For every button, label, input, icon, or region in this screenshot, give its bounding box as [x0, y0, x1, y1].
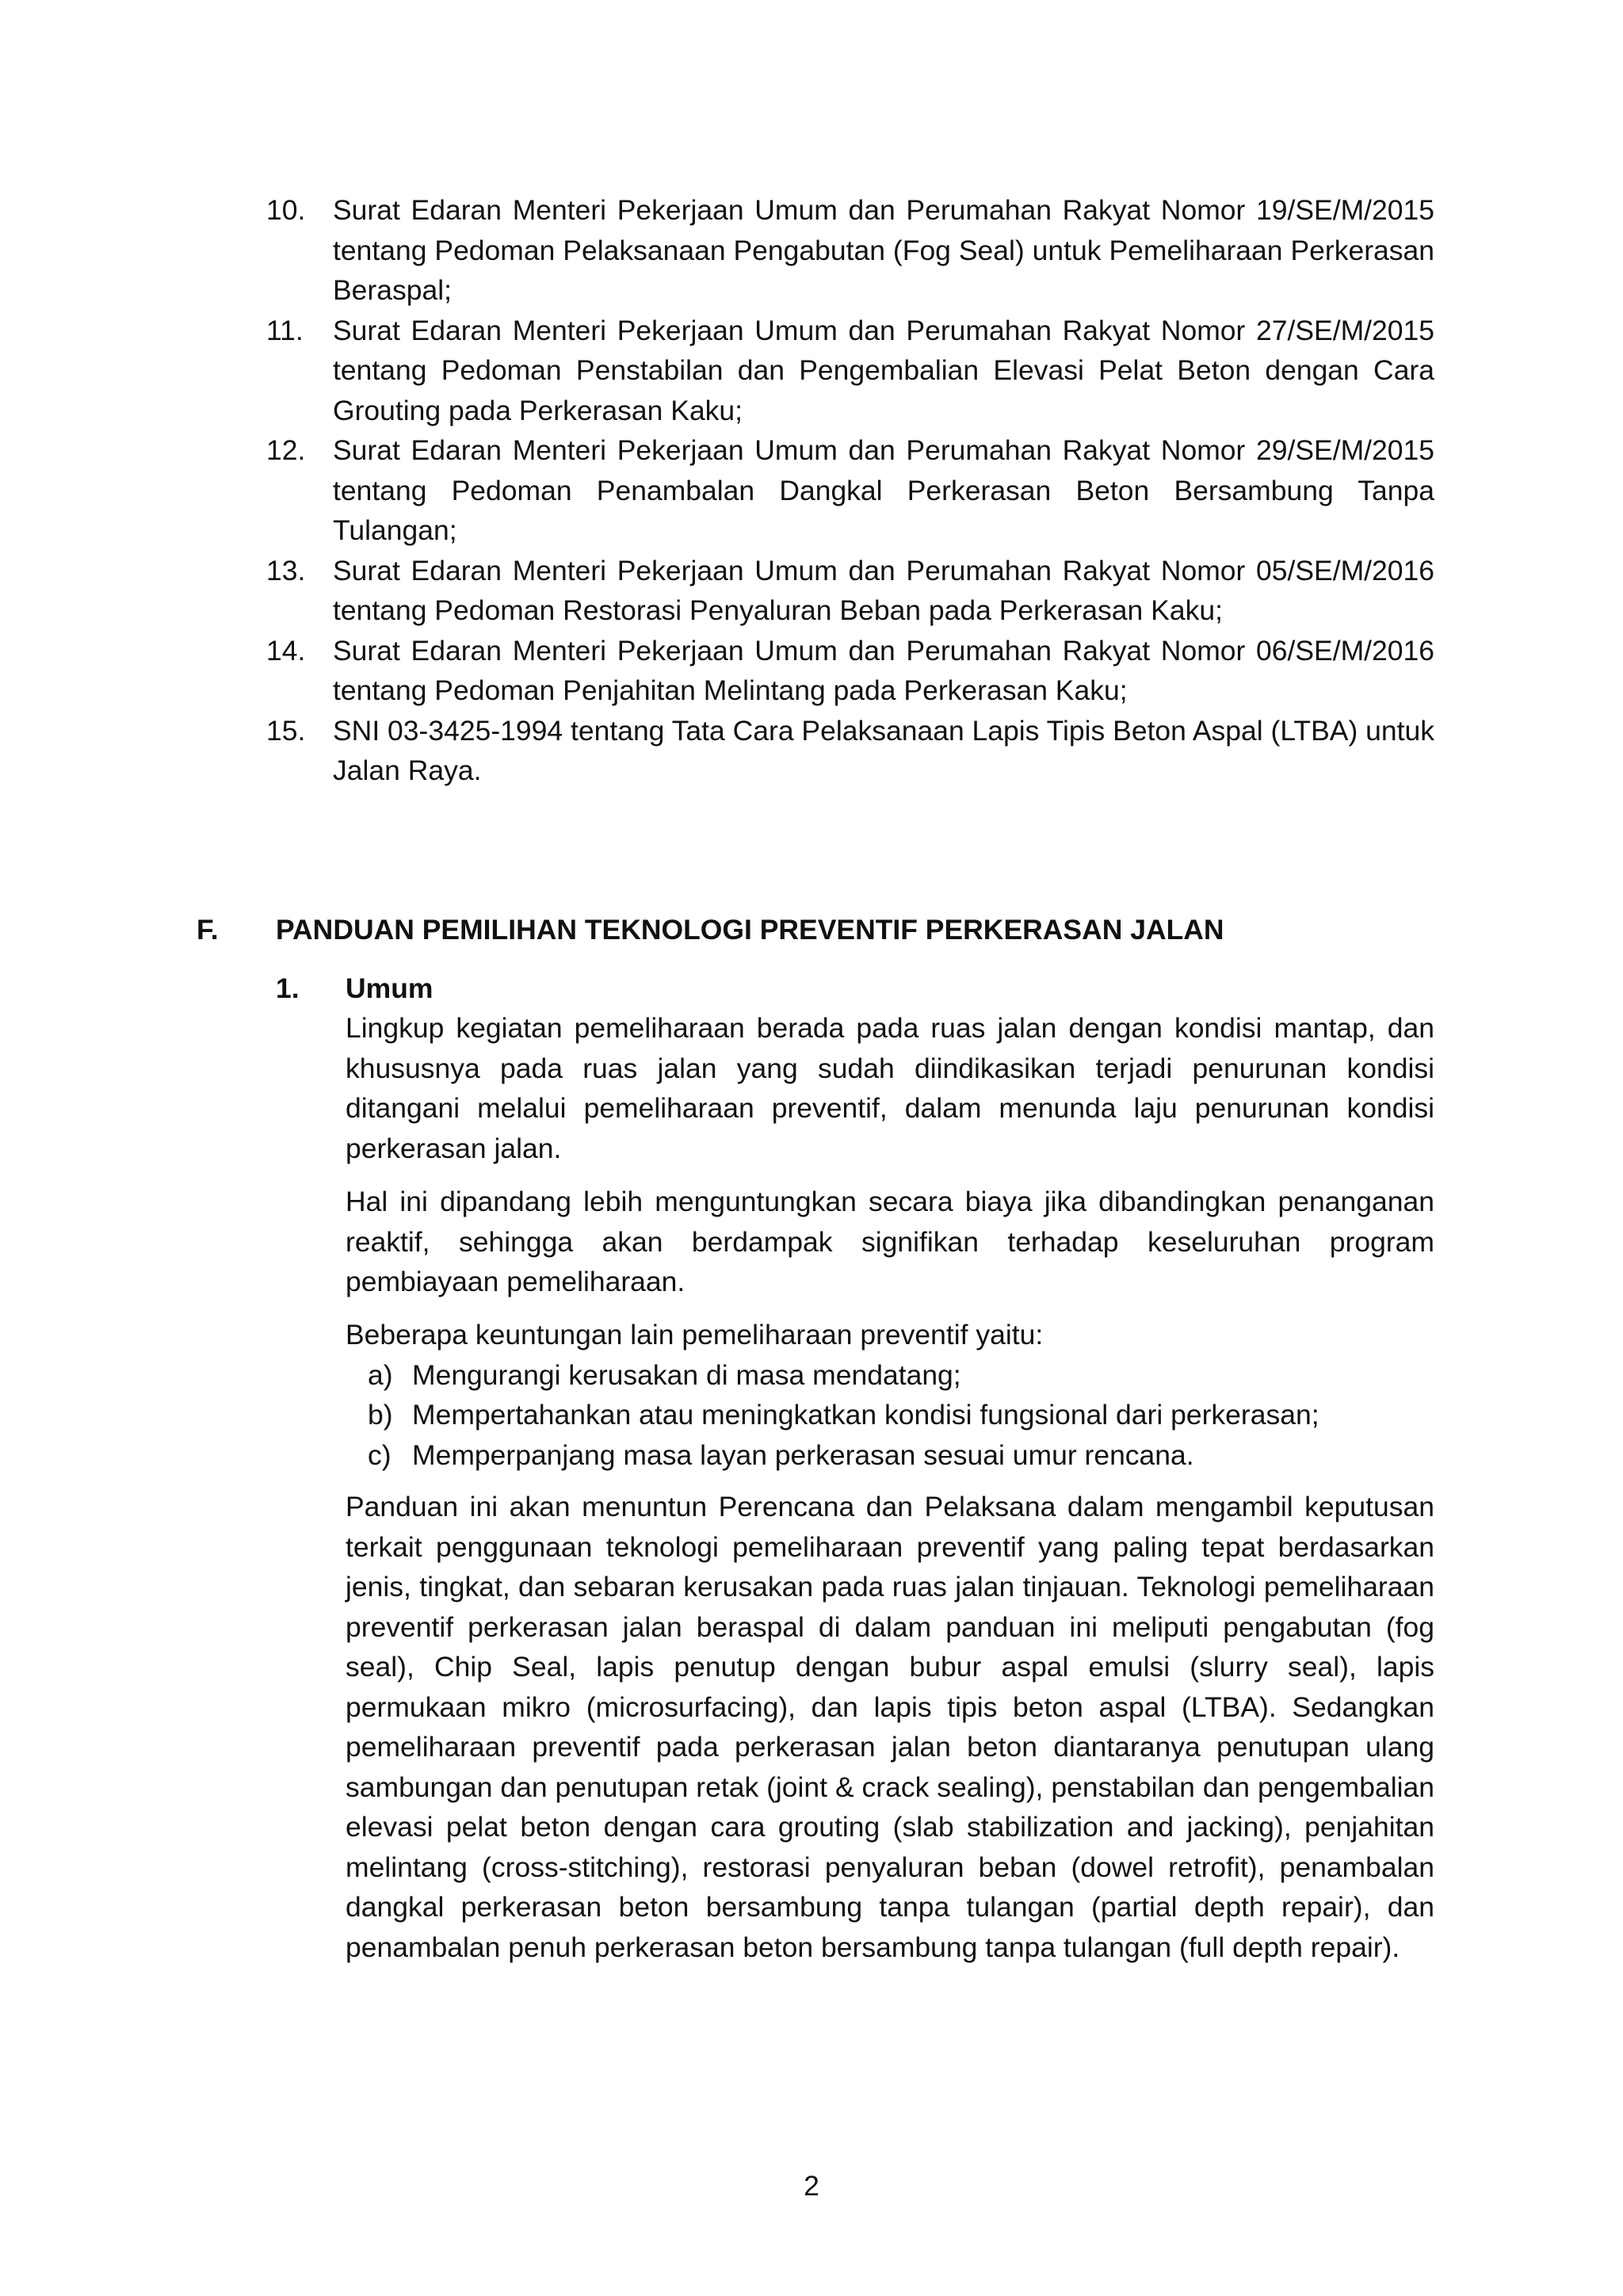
list-item-text: Surat Edaran Menteri Pekerjaan Umum dan Perumahan Rakyat Nomor 27/SE/M/2015 tentang Pedoman Penstabilan dan Pengembalian Elevasi Pelat Beton dengan Cara Grouting pada Perkerasan Kaku; — [333, 314, 1434, 426]
list-item — [346, 1355, 1434, 1396]
list-item-number: 12. — [266, 434, 306, 466]
list-item-number: 11. — [266, 314, 304, 346]
list-item-text: Mempertahankan atau meningkatkan kondisi fungsional dari perkerasan; — [412, 1399, 1319, 1431]
benefits-list — [346, 1355, 1434, 1476]
subsection-number: 1. — [276, 972, 300, 1004]
list-item — [266, 631, 1434, 711]
list-item — [346, 1435, 1434, 1476]
list-item-number: 10. — [266, 194, 306, 226]
list-item-text: Surat Edaran Menteri Pekerjaan Umum dan Perumahan Rakyat Nomor 29/SE/M/2015 tentang Pedoman Penambalan Dangkal Perkerasan Beton Bersambung Tanpa Tulangan; — [333, 434, 1434, 546]
benefits-intro: Beberapa keuntungan lain pemeliharaan preventif yaitu: — [346, 1319, 1044, 1350]
paragraph: Hal ini dipandang lebih menguntungkan secara biaya jika dibandingkan penanganan reaktif, sehingga akan berdampak signifikan terhadap keseluruhan program pembiayaan pemeliharaan. — [346, 1186, 1434, 1297]
list-item-text: Surat Edaran Menteri Pekerjaan Umum dan Perumahan Rakyat Nomor 19/SE/M/2015 tentang Pedoman Pelaksanaan Pengabutan (Fog Seal) untuk Pemeliharaan Perkerasan Beraspal; — [333, 194, 1434, 306]
section-heading — [197, 910, 1224, 949]
list-item-text: Surat Edaran Menteri Pekerjaan Umum dan Perumahan Rakyat Nomor 05/SE/M/2016 tentang Pedoman Restorasi Penyaluran Beban pada Perkerasan Kaku; — [333, 554, 1434, 626]
list-item — [266, 711, 1434, 791]
benefits-block — [346, 1315, 1434, 1475]
list-item — [266, 551, 1434, 631]
paragraph: Panduan ini akan menuntun Perencana dan Pelaksana dalam mengambil keputusan terkait penggunaan teknologi pemeliharaan preventif yang paling tepat berdasarkan jenis, tingkat, dan sebaran kerusakan pada ruas jalan tinjauan. Teknologi pemeliharaan preventif perkerasan jalan beraspal di dalam panduan ini meliputi pengabutan (fog seal), Chip Seal, lapis penutup dengan bubur aspal emulsi (slurry seal), lapis permukaan mikro (microsurfacing), dan lapis tipis beton aspal (LTBA). Sedangkan pemeliharaan preventif pada perkerasan jalan beton diantaranya penutupan ulang sambungan dan penutupan retak (joint & crack sealing), penstabilan dan pengembalian elevasi pelat beton dengan cara grouting (slab stabilization and jacking), penjahitan melintang (cross-stitching), restorasi penyaluran beban (dowel retrofit), penambalan dangkal perkerasan beton bersambung tanpa tulangan (partial depth repair), dan penambalan penuh perkerasan beton bersambung tanpa tulangan (full depth repair). — [346, 1491, 1434, 1963]
subsection-title: Umum — [346, 972, 433, 1004]
list-item-number: 13. — [266, 554, 306, 586]
paragraph-block-4 — [346, 1487, 1434, 1967]
section-title: PANDUAN PEMILIHAN TEKNOLOGI PREVENTIF PERKERASAN JALAN — [276, 914, 1224, 946]
list-item-letter: c) — [368, 1438, 391, 1471]
list-item — [266, 190, 1434, 311]
list-item-text: Memperpanjang masa layan perkerasan sesuai umur rencana. — [412, 1438, 1194, 1471]
list-item-text: Mengurangi kerusakan di masa mendatang; — [412, 1358, 961, 1391]
list-item-text: SNI 03-3425-1994 tentang Tata Cara Pelaksanaan Lapis Tipis Beton Aspal (LTBA) untuk Jalan Raya. — [333, 714, 1434, 786]
list-item-number: 14. — [266, 634, 306, 667]
list-item-letter: b) — [368, 1399, 393, 1431]
list-item — [266, 311, 1434, 431]
paragraph-block-1 — [346, 1008, 1434, 1168]
list-item — [266, 430, 1434, 551]
reference-list — [266, 190, 1434, 791]
page-number: 2 — [804, 2170, 819, 2202]
paragraph-block-2 — [346, 1182, 1434, 1302]
list-item-letter: a) — [368, 1358, 393, 1391]
list-item-number: 15. — [266, 714, 306, 747]
subsection-heading — [276, 968, 433, 1008]
list-item-text: Surat Edaran Menteri Pekerjaan Umum dan Perumahan Rakyat Nomor 06/SE/M/2016 tentang Pedoman Penjahitan Melintang pada Perkerasan Kaku; — [333, 634, 1434, 706]
paragraph: Lingkup kegiatan pemeliharaan berada pada ruas jalan dengan kondisi mantap, dan khususnya pada ruas jalan yang sudah diindikasikan terjadi penurunan kondisi ditangani melalui pemeliharaan preventif, dalam menunda laju penurunan kondisi perkerasan jalan. — [346, 1012, 1434, 1164]
list-item — [346, 1395, 1434, 1435]
section-letter: F. — [197, 914, 219, 946]
